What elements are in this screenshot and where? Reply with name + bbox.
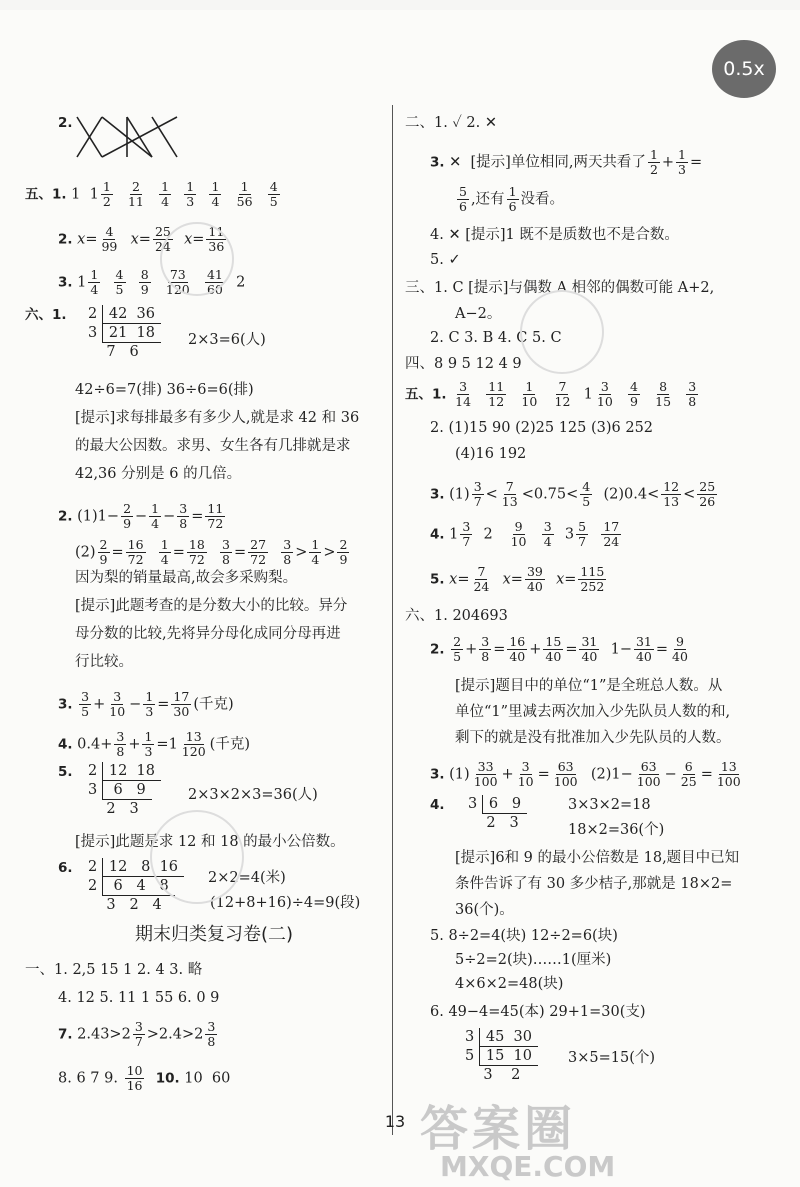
answer-row: 一、1. 2,5 15 1 2. 4 3. 略 bbox=[25, 962, 203, 978]
division-ladder: 2 42 36 3 21 18 7 6 bbox=[88, 305, 161, 361]
division-ladder: 2 12 8 16 2 6 4 8 3 2 4 bbox=[88, 858, 184, 914]
division-ladder: 3 45 30 5 15 10 3 2 bbox=[465, 1028, 538, 1084]
q-label: 4. bbox=[430, 797, 445, 813]
page-number: 13 bbox=[384, 1112, 406, 1131]
section-title: 期末归类复习卷(二) bbox=[135, 924, 294, 945]
answer-row: 三、1. C [提示]与偶数 A 相邻的偶数可能 A+2, bbox=[405, 280, 715, 296]
tip-line: 母分数的比较,先将异分母化成同分母再进 bbox=[75, 626, 341, 642]
watermark-stamp bbox=[160, 222, 234, 296]
answer-row: 4. 12 5. 11 1 55 6. 0 9 bbox=[58, 990, 220, 1006]
division-ladder: 2 12 18 3 6 9 2 3 bbox=[88, 762, 161, 818]
answer-row: 3. ✕ [提示]单位相同,两天共看了 $\frac{1}{2}$ + $\frac{1}{3}$ = bbox=[430, 147, 703, 177]
zoom-label: 0.5x bbox=[723, 58, 765, 80]
answer-row: 3. (1) $\frac{3}{7}$ < $\frac{7}{13}$ <0.75< $\frac{4}{5}$ (2)0.4< $\frac{12}{13}$ < $\frac{25}{26}$ bbox=[430, 479, 716, 509]
answer-row: 3. (1) $\frac{33}{100}$ + $\frac{3}{10}$ = $\frac{63}{100}$ (2)1− $\frac{63}{100}$ − $\frac{6}{25}$ = $\frac{13}{100}$ bbox=[430, 759, 741, 789]
result: 3×3×2=18 bbox=[568, 797, 651, 813]
site-watermark-logo: 答案圈 bbox=[420, 1101, 577, 1157]
result: 3×5=15(个) bbox=[568, 1050, 656, 1066]
answer-row: 4. 1 $\frac{3}{7}$ 2 $\frac{9}{10}$ $\frac{3}{4}$ 3 $\frac{5}{7}$ $\frac{17}{24}$ bbox=[430, 519, 620, 549]
answer-row: 六、1. 204693 bbox=[405, 608, 508, 624]
watermark-stamp bbox=[520, 290, 604, 374]
tip-line: 42,36 分别是 6 的几倍。 bbox=[75, 466, 242, 482]
q-label: 5. bbox=[58, 764, 73, 780]
watermark-stamp bbox=[150, 810, 244, 904]
tip-line: 的最大公因数。求男、女生各有几排就是求 bbox=[75, 438, 351, 454]
answer-row: 4×6×2=48(块) bbox=[455, 976, 564, 992]
answer-row: 4. 0.4+ $\frac{3}{8}$ + $\frac{1}{3}$ =1 $\frac{13}{120}$ (千克) bbox=[58, 729, 250, 759]
result: 2×3=6(人) bbox=[188, 332, 266, 348]
answer-row: 6. 49−4=45(本) 29+1=30(支) bbox=[430, 1004, 646, 1020]
tip-line: [提示]此题考查的是分数大小的比较。异分 bbox=[75, 598, 348, 614]
conclusion: 因为梨的销量最高,故会多采购梨。 bbox=[75, 570, 298, 586]
answer-row: A−2。 bbox=[455, 306, 502, 322]
q-label: 6. bbox=[58, 860, 73, 876]
tip-line: 剩下的就是没有批准加入少先队员的人数。 bbox=[455, 730, 731, 746]
division-ladder: 3 6 9 2 3 bbox=[468, 795, 527, 832]
calc: 42÷6=7(排) 36÷6=6(排) bbox=[75, 382, 254, 398]
site-watermark-url: MXQE.COM bbox=[440, 1150, 616, 1183]
tip-line: [提示]6和 9 的最小公倍数是 18,题目中已知 bbox=[455, 850, 740, 866]
answer-row: 五、1. $\frac{3}{14}$ $\frac{11}{12}$ $\frac{1}{10}$ $\frac{7}{12}$ 1 $\frac{3}{10}$ $\frac{4}{9}$ $\frac{8}{15}$ $\frac{3}{8}$ bbox=[405, 379, 697, 409]
result: 18×2=36(个) bbox=[568, 822, 665, 838]
answer-row: 六、1. bbox=[25, 307, 67, 323]
result: (12+8+16)÷4=9(段) bbox=[210, 895, 361, 911]
answer-row: 2. (1)15 90 (2)25 125 (3)6 252 bbox=[430, 420, 654, 436]
tip-line: 单位“1”里减去两次加入少先队员人数的和, bbox=[455, 704, 731, 720]
answer-row: 2. $\frac{2}{5}$ + $\frac{3}{8}$ = $\frac{16}{40}$ + $\frac{15}{40}$ = $\frac{31}{40}$ 1− $\frac{31}{40}$ = $\frac{9}{40}$ bbox=[430, 634, 688, 664]
answer-row: 5. 8÷2=4(块) 12÷2=6(块) bbox=[430, 928, 618, 944]
tip-line: 条件告诉了有 30 多少桔子,那就是 18×2= bbox=[455, 876, 733, 892]
tip-line: 36(个)。 bbox=[455, 902, 514, 918]
q-label: 2. bbox=[58, 115, 73, 131]
answer-row: 2. C 3. B 4. C 5. C bbox=[430, 330, 562, 346]
tip-line: [提示]求每排最多有多少人,就是求 42 和 36 bbox=[75, 410, 360, 426]
answer-row: 7. 2.43>2 $\frac{3}{7}$ >2.4>2 $\frac{3}{8}$ bbox=[58, 1019, 216, 1049]
answer-row: (4)16 192 bbox=[455, 446, 527, 462]
answer-row: 二、1. ✓ 2. ✕ bbox=[405, 115, 497, 131]
answer-row: $\frac{5}{6}$ ,还有 $\frac{1}{6}$ 没看。 bbox=[459, 184, 565, 214]
zoom-indicator[interactable] bbox=[712, 40, 776, 98]
tip-line: [提示]题目中的单位“1”是全班总人数。从 bbox=[455, 678, 723, 694]
column-divider bbox=[392, 105, 393, 1135]
answer-row: 4. ✕ [提示]1 既不是质数也不是合数。 bbox=[430, 227, 679, 243]
answer-row: 5. ✓ bbox=[430, 252, 461, 268]
answer-row: 五、1. 1 1 $\frac{1}{2}$ $\frac{2}{11}$ $\frac{1}{4}$ $\frac{1}{3}$ $\frac{1}{4}$ $\frac{1}{56}$ $\frac{4}{5}$ bbox=[25, 179, 278, 209]
answer-row: 5÷2=2(块)……1(厘米) bbox=[455, 952, 612, 968]
answer-row: 2. x= $\frac{4}{99}$ x= $\frac{25}{24}$ x= $\frac{11}{36}$ bbox=[58, 224, 225, 254]
answer-row: 5. x= $\frac{7}{24}$ x= $\frac{39}{40}$ x= $\frac{115}{252}$ bbox=[430, 564, 605, 594]
tip-line: 行比较。 bbox=[75, 654, 133, 670]
answer-row: 3. 1 $\frac{1}{4}$ $\frac{4}{5}$ $\frac{8}{9}$ $\frac{73}{120}$ $\frac{41}{60}$ 2 bbox=[58, 267, 246, 297]
answer-row: (2) $\frac{2}{9}$ = $\frac{16}{72}$ $\frac{1}{4}$ = $\frac{18}{72}$ $\frac{3}{8}$ = $\frac{27}{72}$ $\frac{3}{8}$ > $\frac{1}{4}$ > $\frac{2}{9}$ bbox=[75, 537, 348, 567]
result: 2×3×2×3=36(人) bbox=[188, 787, 318, 803]
result: 2×2=4(米) bbox=[208, 870, 286, 886]
matching-lines-diagram bbox=[72, 112, 182, 162]
answer-row: 3. $\frac{3}{5}$ + $\frac{3}{10}$ − $\frac{1}{3}$ = $\frac{17}{30}$ (千克) bbox=[58, 689, 234, 719]
answer-row: 8. 6 7 9. $\frac{10}{16}$ 10. 10 60 bbox=[58, 1063, 231, 1093]
answer-row: 四、8 9 5 12 4 9 bbox=[405, 356, 522, 372]
answer-row: 2. (1)1− $\frac{2}{9}$ − $\frac{1}{4}$ − $\frac{3}{8}$ = $\frac{11}{72}$ bbox=[58, 501, 224, 531]
tip-line: [提示]此题是求 12 和 18 的最小公倍数。 bbox=[75, 834, 345, 850]
